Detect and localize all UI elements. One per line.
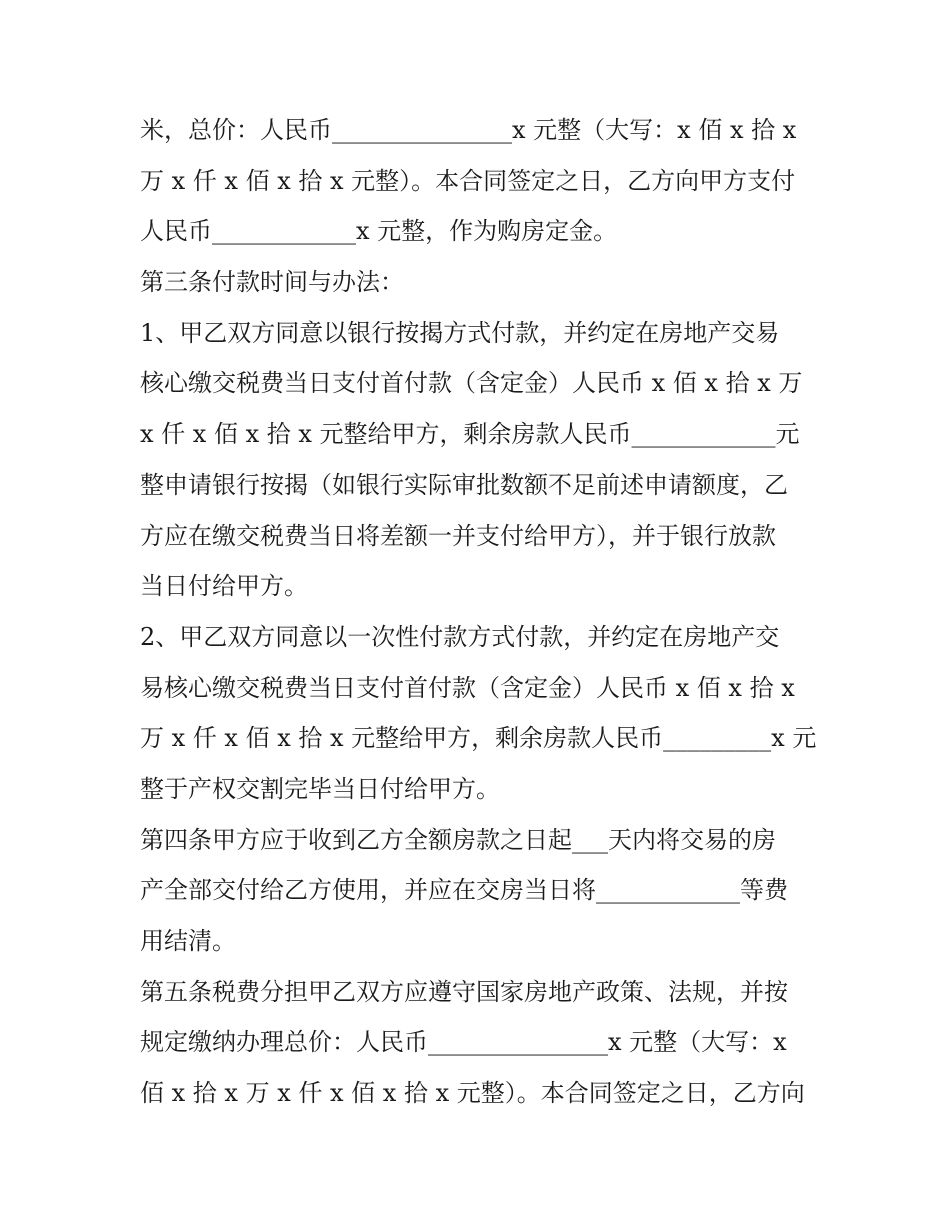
text-line: 当日付给甲方。 (140, 572, 308, 601)
article-4-line: 第四条甲方应于收到乙方全额房款之日起___天内将交易的房 (140, 825, 776, 854)
text-line: x 仟 x 佰 x 拾 x 元整给甲方，剩余房款人民币____________元 (140, 420, 800, 449)
text-line: 佰 x 拾 x 万 x 仟 x 佰 x 拾 x 元整）。本合同签定之日，乙方向 (140, 1079, 805, 1108)
text-line: 米，总价：人民币_______________x 元整（大写：x 佰 x 拾 x (140, 116, 797, 144)
text-line: 核心缴交税费当日支付首付款（含定金）人民币 x 佰 x 拾 x 万 (140, 369, 803, 398)
article-5-line: 第五条税费分担甲乙双方应遵守国家房地产政策、法规，并按 (140, 977, 788, 1006)
text-line: 整申请银行按揭（如银行实际审批数额不足前述申请额度，乙 (140, 470, 788, 499)
text-line: 2、甲乙双方同意以一次性付款方式付款，并约定在房地产交 (140, 622, 780, 651)
text-line: 产全部交付给乙方使用，并应在交房当日将____________等费 (140, 876, 788, 905)
text-line: 万 x 仟 x 佰 x 拾 x 元整给甲方，剩余房款人民币_________x 元 (140, 724, 817, 753)
contract-text (140, 105, 830, 1119)
article-3-heading: 第三条付款时间与办法： (140, 268, 404, 297)
text-line: 方应在缴交税费当日将差额一并支付给甲方），并于银行放款 (140, 521, 776, 550)
text-line: 整于产权交割完毕当日付给甲方。 (140, 774, 500, 803)
text-line: 万 x 仟 x 佰 x 拾 x 元整）。本合同签定之日，乙方向甲方支付 (140, 166, 796, 195)
text-line: 规定缴纳办理总价：人民币_______________x 元整（大写：x (140, 1028, 787, 1057)
text-line: 1、甲乙双方同意以银行按揭方式付款，并约定在房地产交易 (140, 318, 780, 347)
text-line: 人民币____________x 元整，作为购房定金。 (140, 217, 618, 246)
text-line: 用结清。 (140, 927, 236, 955)
text-line: 易核心缴交税费当日支付首付款（含定金）人民币 x 佰 x 拾 x (140, 673, 795, 702)
